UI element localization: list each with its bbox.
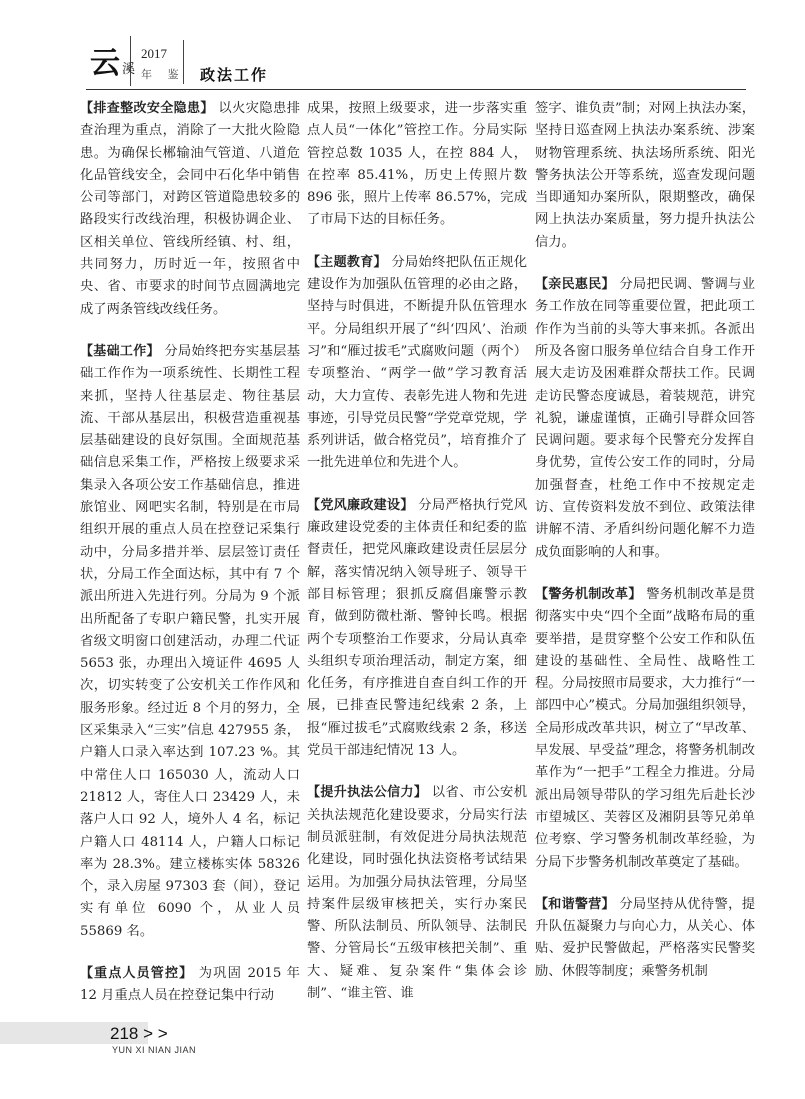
footer-pinyin: YUN XI NIAN JIAN bbox=[112, 1045, 197, 1055]
paragraph bbox=[80, 341, 300, 943]
paragraph-text: 分局始终把夯实基层基础工作作为一项系统性、长期性工程来抓，坚持人往基层走、物往基层流、干部从基层出，积极营造重视基层基础建设的良好氛围。全面规范基础信息采集工作，严格按上级要求采集录入各项公安工作基础信息，推进旅馆业、网吧实名制，特别是在市局组织开展的重点人员在控登记采集行动中，分局多措并举、层层签订责任状，分局工作全面达标，其中有 7 个派出所进入先进行列。分局为 9 个派出所配备了专职户籍民警，扎实开展省级文明窗口创建活动，办理二代证 5653 张，办理出入境证件 4695 人次，切实转变了公安机关工作作风和服务形象。经过近 8 个月的努力，全区采集录入“三实”信息 427955 条，户籍人口录入率达到 107.23 %。其中常住人口 165030 人，流动人口 21812 人，寄住人口 23429 人，未落户人口 92 人，境外人 4 名，标记户籍人口 48114 人，户籍人口标记率为 28.3%。建立楼栋实体 58326 个，录入房屋 97303 套（间），登记实有单位 6090 个，从业人员 55869 名。 bbox=[80, 343, 300, 939]
paragraph bbox=[535, 98, 755, 254]
paragraph-keyword: 【亲民惠民】 bbox=[535, 277, 615, 293]
paragraph-keyword: 【警务机制改革】 bbox=[535, 586, 642, 602]
page-number: 218 > > bbox=[110, 1024, 168, 1043]
paragraph-keyword: 【和谐警营】 bbox=[535, 896, 615, 912]
paragraph-keyword: 【党风廉政建设】 bbox=[307, 497, 414, 513]
yearbook-year: 2017 bbox=[141, 46, 167, 61]
paragraph bbox=[80, 963, 300, 1008]
paragraph-keyword: 【主题教育】 bbox=[307, 254, 387, 270]
paragraph bbox=[307, 782, 527, 1005]
page-header bbox=[0, 0, 805, 95]
paragraph-text: 分局把民调、警调与业务工作放在同等重要位置，把此项工作作为当前的头等大事来抓。各派出所及各窗口服务单位结合自身工作开展大走访及困难群众帮扶工作。民调走访民警态度诚恳，着装规范，讲究礼貌，谦虚谨慎，正确引导群众回答民调问题。要求每个民警充分发挥自身优势，宣传公安工作的同时，分局加强督查，杜绝工作中不按规定走访、宣传资料发放不到位、政策法律讲解不清、矛盾纠纷问题化解不力造成负面影响的人和事。 bbox=[535, 277, 755, 560]
paragraph-text: 为巩固 2015 年 12 月重点人员在控登记集中行动 bbox=[80, 965, 300, 1004]
yearbook-logo-sub: 溪 bbox=[122, 62, 136, 77]
paragraph-text: 分局严格执行党风廉政建设党委的主体责任和纪委的监督责任，把党风廉政建设责任层层分解，落实情况纳入领导班子、领导干部目标管理；狠抓反腐倡廉警示教育，做到防微杜渐、警钟长鸣。根据两个专项整治工作要求，分局认真牵头组织专项治理活动，制定方案，细化任务，有序推进自查自纠工作的开展，已排查民警违纪线索 2 条，上报“雁过拔毛”式腐败线索 2 条，移送党员干部违纪情况 13 人。 bbox=[307, 497, 527, 759]
paragraph-text: 分局坚持从优待警，提升队伍凝聚力与向心力，从关心、体贴、爱护民警做起，严格落实民警奖励、休假等制度；乘警务机制 bbox=[535, 896, 755, 979]
paragraph bbox=[535, 584, 755, 874]
text-column-3 bbox=[535, 98, 755, 1038]
paragraph-keyword: 【排查整改安全隐患】 bbox=[80, 101, 214, 116]
section-title: 政法工作 bbox=[200, 66, 269, 84]
paragraph-text: 以省、市公安机关执法规范化建设要求，分局实行法制员派驻制，有效促进分局执法规范化建设，同时强化执法资格考试结果运用。为加强分局执法管理，分局坚持案件层级审核把关，实行办案民警、所队法制员、所队领导、法制民警、分管局长“五级审核把关制”、重大、疑难、复杂案件“集体会诊制”、“谁主管、谁 bbox=[307, 785, 527, 1001]
text-column-2 bbox=[307, 98, 527, 1038]
paragraph-text: 以火灾隐患排查治理为重点，消除了一大批火险隐患。为确保长郴输油气管道、八道危化品管线安全，会同中石化华中销售公司等部门，对跨区管道隐患较多的路段实行改线治理，积极协调企业、区相关单位、管线所经镇、村、组，共同努力，历时近一年，按照省中央、省、市要求的时间节点圆满地完成了两条管线改线任务。 bbox=[80, 101, 300, 317]
yearbook-label: 年 鉴 bbox=[141, 68, 185, 81]
paragraph bbox=[535, 894, 755, 983]
paragraph bbox=[307, 98, 527, 232]
paragraph-text: 警务机制改革是贯彻落实中央“四个全面”战略布局的重要举措，是贯穿整个公安工作和队伍建设的基础性、全局性、战略性工程。分局按照市局要求，大力推行“一部四中心”模式。分局加强组织领导，全局形成改革共识，树立了“早改革、早发展、早受益”理念，将警务机制改革作为“一把手”工程全力推进。分局派出局领导带队的学习组先后赴长沙市望城区、芙蓉区及湘阴县等兄弟单位考察、学习警务机制改革经验，为分局下步警务机制改革奠定了基础。 bbox=[535, 586, 755, 870]
paragraph bbox=[535, 274, 755, 564]
header-rule bbox=[86, 89, 746, 90]
paragraph bbox=[307, 495, 527, 763]
paragraph-text: 签字、谁负责”制；对网上执法办案，坚持日巡查网上执法办案系统、涉案财物管理系统、执法场所系统、阳光警务执法公开等系统，巡查发现问题当即通知办案所队，限期整改，确保网上执法办案质量，努力提升执法公信力。 bbox=[535, 101, 755, 250]
paragraph-keyword: 【提升执法公信力】 bbox=[307, 785, 428, 801]
paragraph bbox=[307, 252, 527, 475]
paragraph-text: 分局始终把队伍正规化建设作为加强队伍管理的必由之路，坚持与时俱进，不断提升队伍管理水平。分局组织开展了“纠‘四风’、治顽习”和“雁过拔毛”式腐败问题（两个）专项整治、“两学一做”学习教育活动，大力宣传、表彰先进人物和先进事迹，引导党员民警“学党章党规，学系列讲话，做合格党员”，培育推介了一批先进单位和先进个人。 bbox=[307, 254, 527, 471]
paragraph bbox=[80, 98, 300, 321]
text-column-1 bbox=[80, 98, 300, 1038]
paragraph-text: 成果，按照上级要求，进一步落实重点人员“一体化”管控工作。分局实际管控总数 1035 人，在控 884 人，在控率 85.41%，历史上传照片数 896 张，照片上传率 86.57%，完成了市局下达的目标任务。 bbox=[307, 101, 527, 228]
paragraph-keyword: 【重点人员管控】 bbox=[80, 965, 194, 981]
yearbook-logo-main: 云 bbox=[90, 46, 120, 81]
paragraph-keyword: 【基础工作】 bbox=[80, 343, 160, 359]
